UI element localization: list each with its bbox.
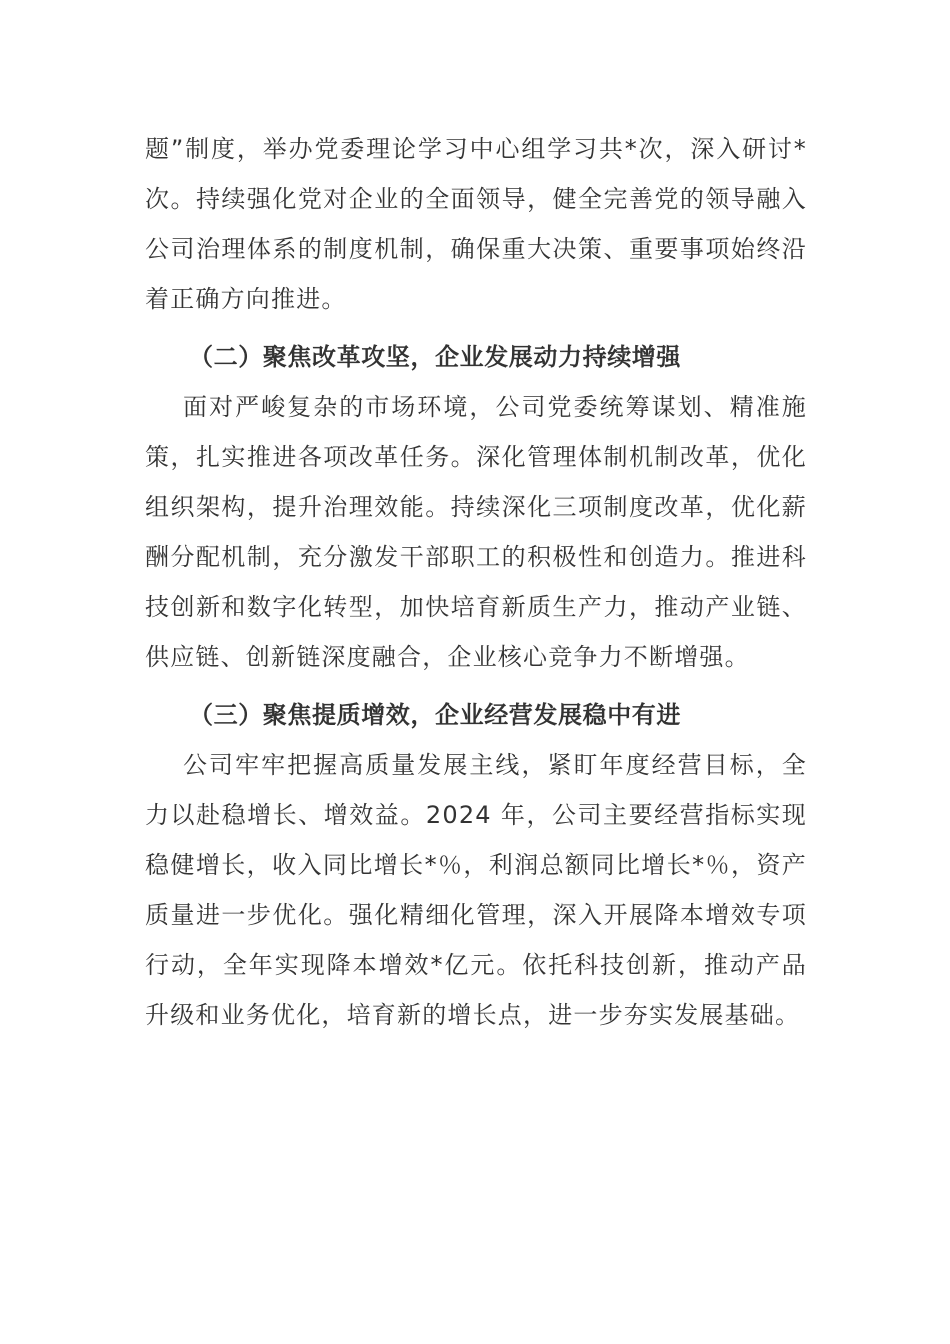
section-heading-2: （二）聚焦改革攻坚，企业发展动力持续增强 bbox=[189, 343, 681, 371]
spacer bbox=[145, 682, 807, 686]
paragraph-efficiency: 公司牢牢把握高质量发展主线，紧盯年度经营目标，全力以赴稳增长、增效益。2024 年，公司主要经营指标实现稳健增长，收入同比增长*％，利润总额同比增长*％，资产质量进一步优化。强化精细化管理，深入开展降本增效专项行动，全年实现降本增效*亿元。依托科技创新，推动产品升级和业务优化，培育新的增长点，进一步夯实发展基础。 bbox=[145, 751, 807, 1029]
section-heading-3: （三）聚焦提质增效，企业经营发展稳中有进 bbox=[189, 701, 681, 729]
spacer bbox=[145, 324, 807, 328]
document-page bbox=[145, 124, 807, 1040]
paragraph-reform: 面对严峻复杂的市场环境，公司党委统筹谋划、精准施策，扎实推进各项改革任务。深化管理体制机制改革，优化组织架构，提升治理效能。持续深化三项制度改革，优化薪酬分配机制，充分激发干部职工的积极性和创造力。推进科技创新和数字化转型，加快培育新质生产力，推动产业链、供应链、创新链深度融合，企业核心竞争力不断增强。 bbox=[145, 393, 807, 671]
paragraph-continued: 题”制度，举办党委理论学习中心组学习共*次，深入研讨*次。持续强化党对企业的全面领导，健全完善党的领导融入公司治理体系的制度机制，确保重大决策、重要事项始终沿着正确方向推进。 bbox=[145, 135, 807, 313]
